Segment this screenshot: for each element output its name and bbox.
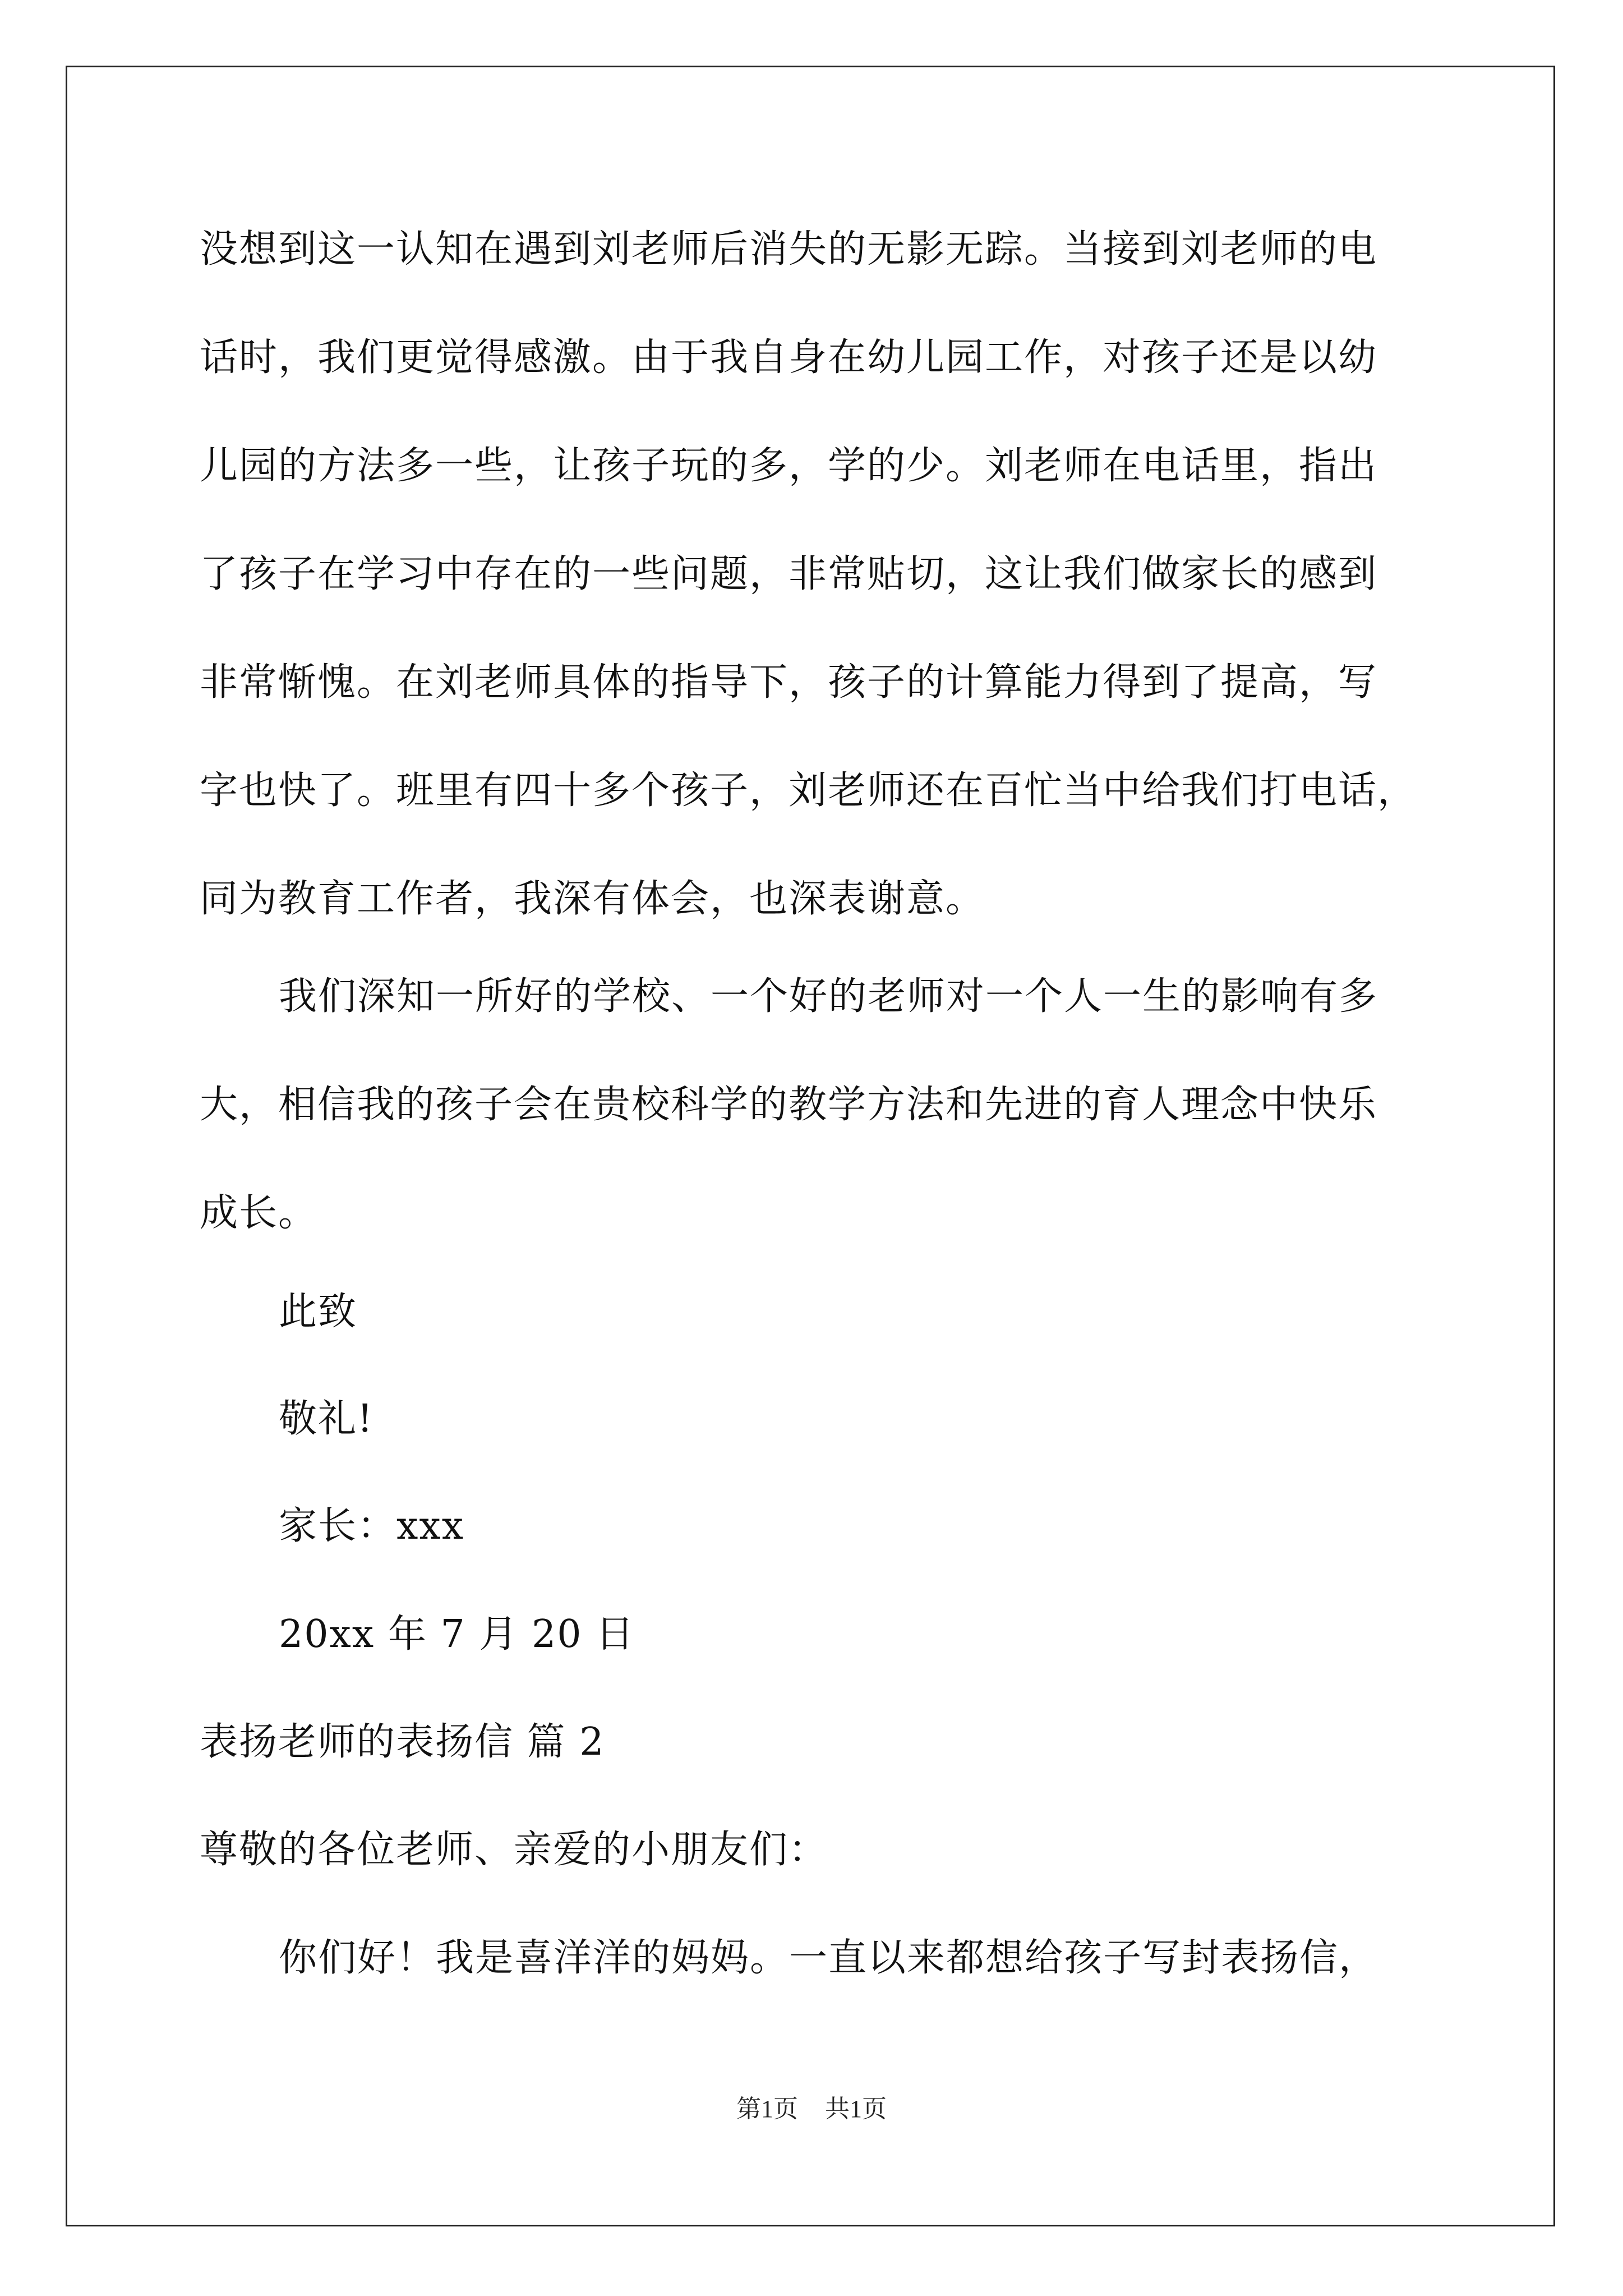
letter-date: 20xx 年 7 月 20 日 bbox=[279, 1612, 635, 1657]
body-text-line: 你们好！我是喜洋洋的妈妈。一直以来都想给孩子写封表扬信， bbox=[279, 1936, 1378, 1980]
page-number-total: 共1页 bbox=[825, 2095, 887, 2123]
salutation-regards: 敬礼! bbox=[279, 1397, 374, 1441]
salutation-closing: 此致 bbox=[279, 1290, 358, 1334]
body-text-line: 非常惭愧。在刘老师具体的指导下，孩子的计算能力得到了提高，写 bbox=[200, 660, 1378, 705]
body-text-line: 没想到这一认知在遇到刘老师后消失的无影无踪。当接到刘老师的电 bbox=[200, 227, 1378, 272]
letter-greeting: 尊敬的各位老师、亲爱的小朋友们： bbox=[200, 1828, 828, 1872]
page-footer bbox=[0, 2092, 1623, 2126]
body-text-line: 了孩子在学习中存在的一些问题，非常贴切，这让我们做家长的感到 bbox=[200, 552, 1378, 596]
signature-parent: 家长：xxx bbox=[279, 1504, 465, 1548]
page-border bbox=[66, 66, 1555, 2226]
body-text-line: 儿园的方法多一些，让孩子玩的多，学的少。刘老师在电话里，指出 bbox=[200, 444, 1378, 488]
body-text-line: 成长。 bbox=[200, 1191, 318, 1235]
body-text-line: 大，相信我的孩子会在贵校科学的教学方法和先进的育人理念中快乐 bbox=[200, 1083, 1378, 1127]
body-text-line: 话时，我们更觉得感激。由于我自身在幼儿园工作，对孩子还是以幼 bbox=[200, 335, 1378, 380]
page-number-current: 第1页 bbox=[736, 2095, 798, 2123]
body-text-line: 我们深知一所好的学校、一个好的老师对一个人一生的影响有多 bbox=[279, 974, 1378, 1019]
body-text-line: 同为教育工作者，我深有体会，也深表谢意。 bbox=[200, 877, 985, 921]
body-text-line: 字也快了。班里有四十多个孩子，刘老师还在百忙当中给我们打电话， bbox=[200, 769, 1417, 813]
section-heading: 表扬老师的表扬信 篇 2 bbox=[200, 1720, 605, 1764]
